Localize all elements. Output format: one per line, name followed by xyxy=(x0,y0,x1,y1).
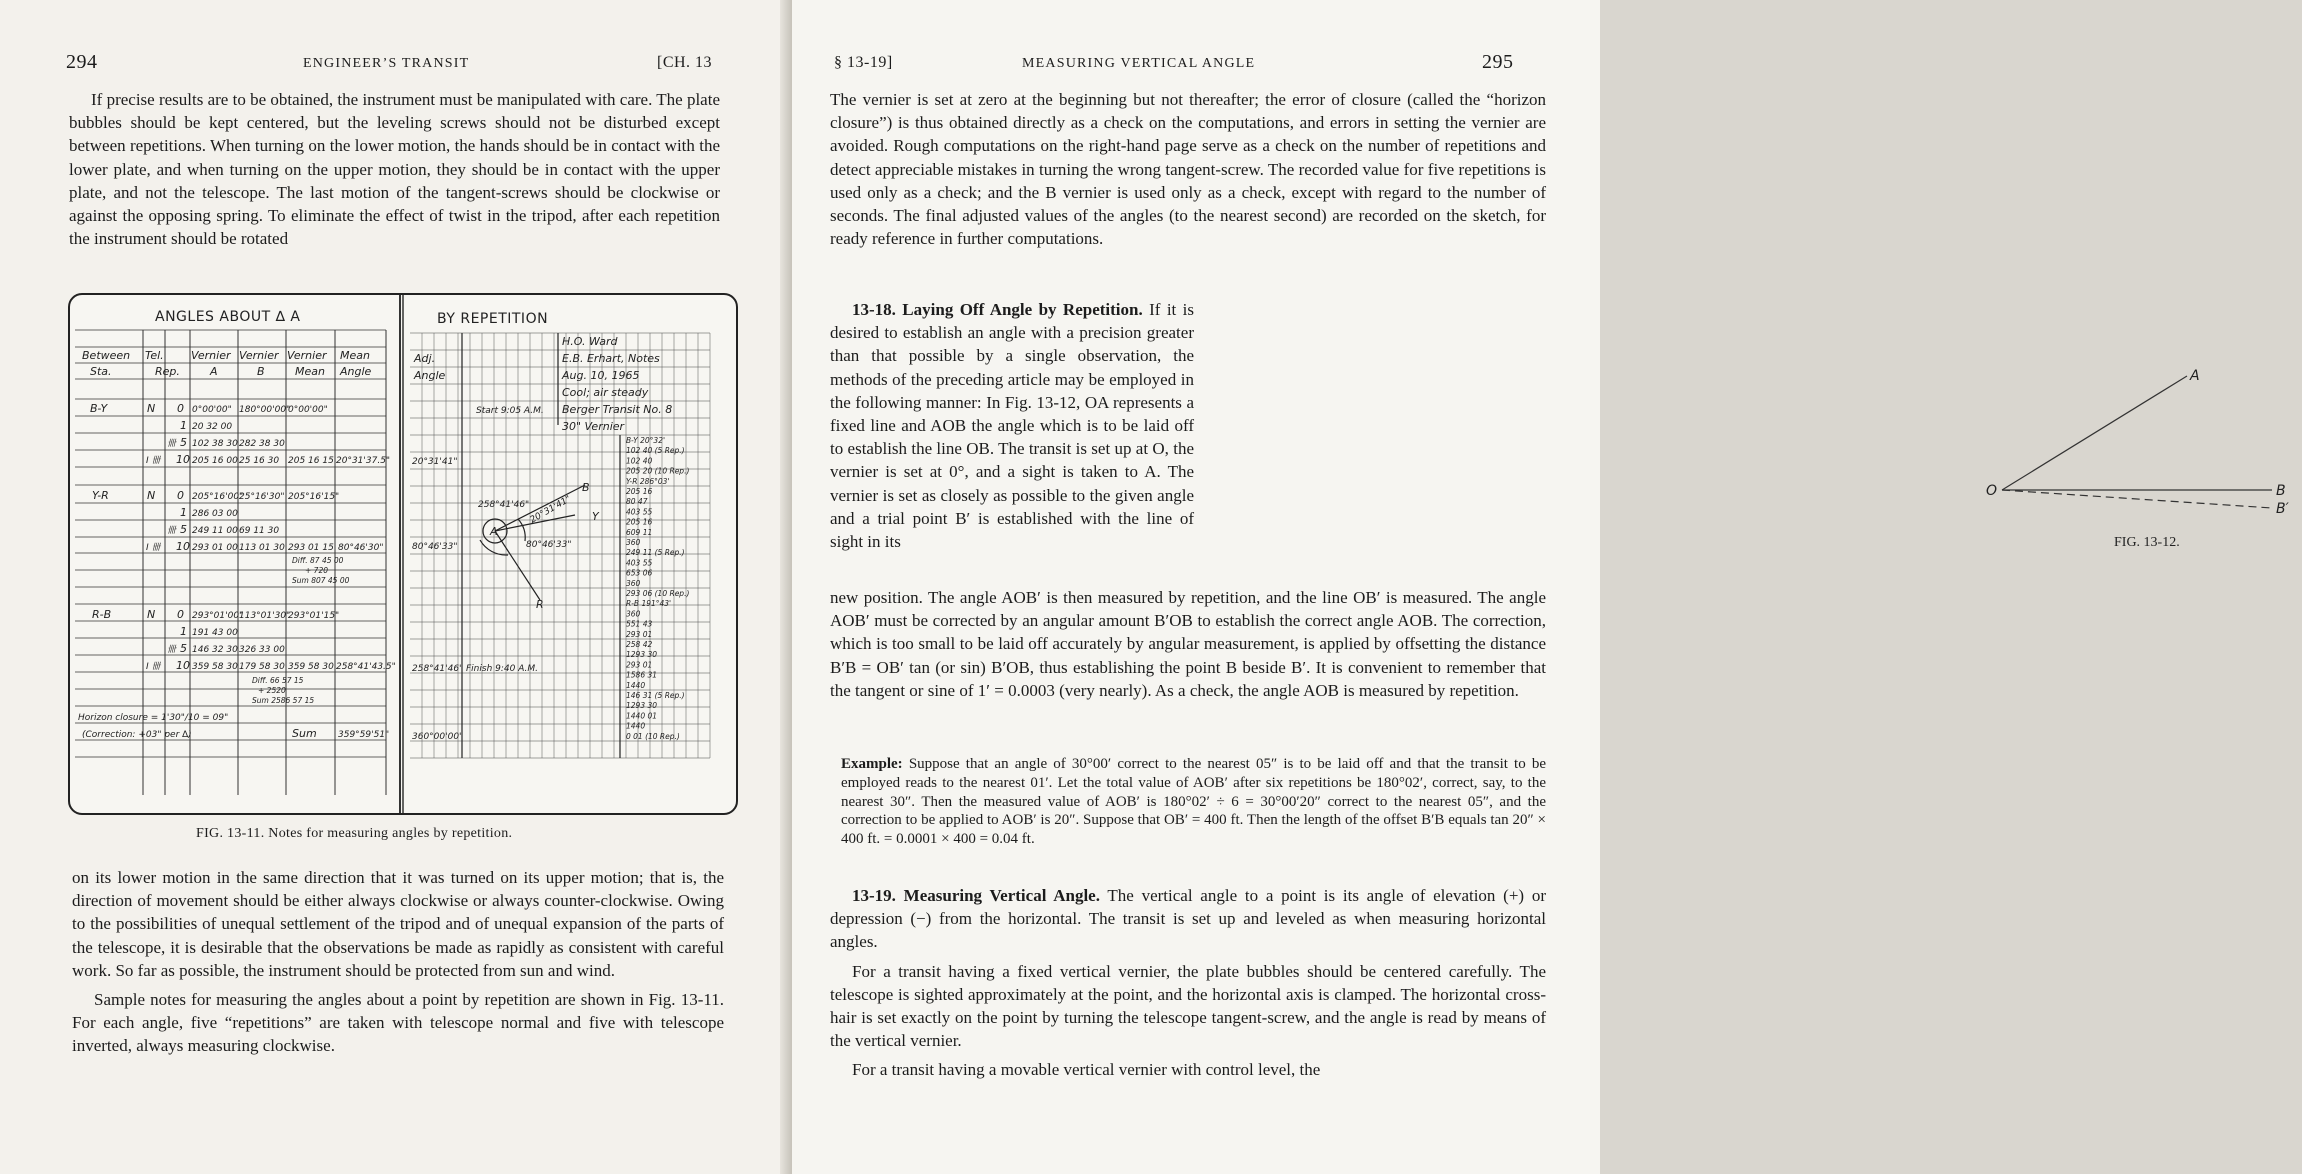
yr-rep5: 5 xyxy=(180,523,187,536)
notebook-svg xyxy=(70,295,736,813)
by-mean10: 205 16 15 xyxy=(288,456,334,466)
rough-computation-entry: 360 xyxy=(626,578,641,588)
rb-tel: N xyxy=(147,608,156,621)
by-b5: 282 38 30 xyxy=(239,439,285,449)
rough-computation-entry: 1440 xyxy=(626,680,646,690)
by-a5: 102 38 30 xyxy=(192,439,238,449)
note-vernier: 30" Vernier xyxy=(562,420,625,433)
col-sta: Sta. xyxy=(90,365,112,378)
adj-value-rb: 258°41'46" xyxy=(412,664,464,674)
note-instrument: Berger Transit No. 8 xyxy=(562,403,673,416)
adj-value-yr: 80°46'33" xyxy=(412,542,458,552)
field-notebook-figure xyxy=(68,293,738,815)
col-mean2: Mean xyxy=(295,365,325,378)
horizon-closure: Horizon closure = 1'30"/10 = 09" xyxy=(78,713,229,723)
heading-13-19: 13-19. Measuring Vertical Angle. xyxy=(852,886,1100,905)
rough-computation-entry: 403 55 xyxy=(626,558,653,568)
yr-b10: 113 01 30 xyxy=(239,543,285,553)
by-tel: N xyxy=(147,402,156,415)
col-vernier-b: Vernier xyxy=(239,349,279,362)
example-text: Suppose that an angle of 30°00′ correct to the nearest 05″ is to be laid off and that the transit to be employed reads to the nearest 01′. Let the total value of AOB′ after six repetitions be 180°02′, correct, say, to the nearest 30″. Then the measured value of AOB′ is 180°02′ ÷ 6 = 30°00′20″ correct to the nearest 05″, and the correction to be applied to AOB′ is 20″. Suppose that OB′ = 400 ft. Then the length of the offset B′B equals tan 20″ × 400 ft. = 0.0001 × 400 = 0.04 ft. xyxy=(841,756,1546,848)
col-rep: Rep. xyxy=(155,365,180,378)
yr-mean0: 205°16'15" xyxy=(288,492,340,502)
sketch-point-a: A xyxy=(490,525,498,538)
adj-label: Adj. xyxy=(414,352,436,365)
by-rep0: 0 xyxy=(177,402,184,415)
rb-sum: Sum 2586 57 15 xyxy=(252,696,315,705)
section-13-19 xyxy=(830,884,1546,1082)
yr-sum: Sum 807 45 00 xyxy=(292,576,350,585)
yr-rep1: 1 xyxy=(180,506,187,519)
rough-computations xyxy=(626,436,689,741)
yr-b5: 69 11 30 xyxy=(239,526,280,536)
col-mean: Mean xyxy=(340,349,370,362)
by-b10: 25 16 30 xyxy=(239,456,280,466)
rough-computation-entry: 102 40 xyxy=(626,456,653,466)
rough-computation-entry: 258 42 xyxy=(626,640,653,649)
rough-computation-entry: 249 11 (5 Rep.) xyxy=(626,548,685,558)
rough-computation-entry: 146 31 (5 Rep.) xyxy=(626,691,685,700)
paragraph-lower-motion: on its lower motion in the same direction that it was turned on its upper motion; that is, the direction of movement should be either always clockwise or always counter-clockwise. Owing to the possibilities of unequal settlement of the tripod and of unequal expansion of the parts of the telescope, it is desirable that the observations be made as rapidly as consistent with careful work. So far as possible, the instrument should be protected from sun and wind. xyxy=(72,868,724,980)
rb-b5: 326 33 00 xyxy=(239,645,285,655)
rough-computation-entry: 360 xyxy=(626,538,641,547)
section-13-18-continued xyxy=(830,586,1546,702)
fig-label-b-prime: B′ xyxy=(2276,501,2289,517)
rough-computation-entry: 360 xyxy=(626,609,641,619)
by-rep5: 5 xyxy=(180,436,187,449)
fig-label-b: B xyxy=(2276,483,2286,499)
yr-mean10: 293 01 15 xyxy=(288,543,334,553)
col-b: B xyxy=(257,365,265,378)
sketch-angle-by: 20°31'41" xyxy=(528,494,573,526)
heading-13-18: 13-18. Laying Off Angle by Repetition. xyxy=(852,300,1143,319)
yr-b0: 25°16'30" xyxy=(239,492,285,502)
rough-computation-entry: 205 16 xyxy=(626,517,653,527)
note-date: Aug. 10, 1965 xyxy=(562,369,640,382)
yr-diff: Diff. 87 45 00 xyxy=(292,556,344,565)
example-para xyxy=(841,755,1546,849)
sketch-angle-rb: 258°41'46" xyxy=(478,500,530,510)
col-angle: Angle xyxy=(340,365,372,378)
yr-tel5: 卌 xyxy=(167,526,177,536)
correction-note: (Correction: +03" per ∆) xyxy=(82,730,192,740)
rough-computation-entry: B-Y 20°32' xyxy=(626,436,666,445)
rough-computation-entry: 653 06 xyxy=(626,568,653,578)
by-b0: 180°00'00" xyxy=(239,405,291,415)
col-vernier-mean: Vernier xyxy=(287,349,327,362)
right-page xyxy=(792,0,2289,1174)
rough-computation-entry: 1586 31 xyxy=(626,670,658,680)
figure-13-12-svg xyxy=(1982,368,2302,558)
figure-13-11-caption: FIG. 13-11. Notes for measuring angles by repetition. xyxy=(196,826,513,841)
page-number: 295 xyxy=(1482,51,1514,73)
rb-a0: 293°01'00" xyxy=(192,611,244,621)
by-mean0: 0°00'00" xyxy=(288,405,328,415)
rough-computation-entry: R-B 191°43' xyxy=(626,599,672,609)
sketch-point-b: B xyxy=(582,481,590,494)
adj-value-total: 360°00'00" xyxy=(412,732,464,742)
rb-tel10: I 卌 xyxy=(146,662,161,672)
fig-label-o: O xyxy=(1986,483,1998,499)
note-observer: H.O. Ward xyxy=(562,335,618,348)
rb-rep1: 1 xyxy=(180,625,187,638)
rb-angle: 258°41'43.5" xyxy=(336,662,396,672)
rb-rep5: 5 xyxy=(180,642,187,655)
rb-a1: 191 43 00 xyxy=(192,628,238,638)
yr-a5: 249 11 00 xyxy=(192,526,238,536)
section-label: § 13-19] xyxy=(834,54,893,71)
rb-a5: 146 32 30 xyxy=(192,645,238,655)
col-vernier-a: Vernier xyxy=(191,349,231,362)
sum-label: Sum xyxy=(292,727,317,740)
running-title: ENGINEER’S TRANSIT xyxy=(303,56,470,71)
rb-tel5: 卌 xyxy=(167,645,177,655)
rough-computation-entry: 293 01 xyxy=(626,629,653,639)
rough-computation-entry: 293 06 (10 Rep.) xyxy=(626,589,690,598)
by-sta: B-Y xyxy=(90,402,108,415)
rb-plus: + 2520 xyxy=(258,686,286,695)
figure-13-12 xyxy=(1982,368,2302,558)
left-page xyxy=(0,0,792,1174)
by-repetition-header: BY REPETITION xyxy=(437,311,549,327)
angle-label: Angle xyxy=(414,369,446,382)
chapter-label: [CH. 13 xyxy=(657,54,713,71)
yr-tel10: I 卌 xyxy=(146,543,161,553)
section-13-18 xyxy=(830,298,1546,572)
rb-b0: 113°01'30" xyxy=(239,611,291,621)
paragraph-vernier-text: The vernier is set at zero at the beginning but not thereafter; the error of closure (called the “horizon closure”) is thus obtained directly as a check on the computations, and errors in setting the vernier are avoided. Rough computations on the right-hand page serve as a check on the number of repetitions and detect appreciable mistakes in turning the wrong tangent-screw. The recorded value for five repetitions is used only as a check; and the B vernier is used only as a check, except with regard to the number of seconds. The final adjusted values of the angles (to the nearest second) are recorded on the sketch, for ready reference in further computations. xyxy=(830,90,1546,249)
section-13-18-text: If it is desired to establish an angle with a precision greater than that possible by a single observation, the methods of the preceding article may be employed in the following manner: In Fig. 13-12, OA represents a fixed line and AOB the angle which is to be laid off to establish the line OB. The transit is set up at O, the vernier is set at 0°, and a sight is taken to A. The vernier is set as closely as possible to the given angle and a trial point B′ is established with the line of sight in its xyxy=(830,300,1194,552)
rough-computation-entry: 1293 30 xyxy=(626,650,658,660)
by-a1: 20 32 00 xyxy=(192,422,233,432)
paragraph-top xyxy=(69,88,720,250)
yr-angle: 80°46'30" xyxy=(338,543,384,553)
note-recorder: E.B. Erhart, Notes xyxy=(562,352,660,365)
rb-b10: 179 58 30 xyxy=(239,662,285,672)
rb-a10: 359 58 30 xyxy=(192,662,238,672)
by-rep10: 10 xyxy=(176,453,190,466)
by-tel10: I 卌 xyxy=(146,456,161,466)
rough-computation-entry: 1293 30 xyxy=(626,701,658,711)
rough-computation-entry: 0 01 (10 Rep.) xyxy=(626,731,680,741)
rough-computation-entry: 205 20 (10 Rep.) xyxy=(626,466,690,476)
section-13-18-para xyxy=(830,298,1546,553)
running-title: MEASURING VERTICAL ANGLE xyxy=(1022,56,1256,71)
rb-diff: Diff. 66 57 15 xyxy=(252,676,304,685)
col-a: A xyxy=(210,365,218,378)
section-13-18-continued-text: new position. The angle AOB′ is then measured by repetition, and the line OB′ is measured. The angle AOB′ must be corrected by an angular amount B′OB to establish the correct angle AOB. The correction, which is too small to be laid off accurately by angular measurement, is applied by offsetting the distance B′B = OB′ tan (or sin) B′OB, thus establishing the point B beside B′. It is convenient to remember that the tangent or sine of 1′ = 0.0003 (very nearly). As a check, the angle AOB is measured by repetition. xyxy=(830,588,1546,700)
rough-computation-entry: 551 43 xyxy=(626,619,653,629)
by-a10: 205 16 00 xyxy=(192,456,238,466)
paragraph-vernier xyxy=(830,88,1546,250)
by-rep1: 1 xyxy=(180,419,187,432)
start-time: Start 9:05 A.M. xyxy=(476,406,544,416)
yr-rep0: 0 xyxy=(177,489,184,502)
paragraph-movable-vernier: For a transit having a movable vertical vernier with control level, the xyxy=(852,1060,1321,1080)
rb-mean10: 359 58 30 xyxy=(288,662,334,672)
yr-a0: 205°16'00" xyxy=(192,492,244,502)
sketch-point-y: Y xyxy=(592,510,599,523)
fig-label-a: A xyxy=(2190,368,2200,384)
by-a0: 0°00'00" xyxy=(192,405,232,415)
paragraph-fixed-vernier: For a transit having a fixed vertical vernier, the plate bubbles should be centered carefully. The telescope is sighted approximately at the point, and the horizontal axis is clamped. The horizontal cross-hair is set exactly on the point by turning the telescope tangent-screw, and the angle is read by means of the vertical vernier. xyxy=(830,961,1546,1051)
sum-value: 359°59'51" xyxy=(338,730,390,740)
finish-time: Finish 9:40 A.M. xyxy=(466,664,539,674)
page-number: 294 xyxy=(66,51,98,73)
rough-computation-entry: Y-R 286°03' xyxy=(626,476,670,486)
sketch-angle-yr: 80°46'33" xyxy=(526,540,572,550)
paragraph-sample-notes: Sample notes for measuring the angles about a point by repetition are shown in Fig. 13-11. For each angle, five “repetitions” are taken with telescope normal and five with telescope inverted, always measuring clockwise. xyxy=(72,990,724,1056)
rough-computation-entry: 1440 01 xyxy=(626,711,658,721)
example-box xyxy=(841,755,1546,849)
rough-computation-entry: 293 01 xyxy=(626,660,653,670)
note-weather: Cool; air steady xyxy=(562,386,649,399)
paragraph-precise-results: If precise results are to be obtained, the instrument must be manipulated with care. The plate bubbles should be kept centered, but the leveling screws should not be disturbed except between repetitions. When turning on the lower motion, the hands should be in contact with the lower plate, and when turning on the upper motion, they should be in contact with the upper plate, and not the telescope. The last motion of the tangent-screws should be clockwise or against the opposing spring. To eliminate the effect of twist in the tripod, after each repetition the instrument should be rotated xyxy=(69,90,720,249)
adj-value-by: 20°31'41" xyxy=(412,457,458,467)
rb-sta: R-B xyxy=(92,608,112,621)
rb-rep0: 0 xyxy=(177,608,184,621)
angles-about-header: ANGLES ABOUT ∆ A xyxy=(155,309,301,325)
col-between: Between xyxy=(82,349,131,362)
rough-computation-entry: 80 47 xyxy=(626,497,648,507)
example-label: Example: xyxy=(841,756,903,772)
rough-computation-entry: 1440 xyxy=(626,721,646,731)
yr-rep10: 10 xyxy=(176,540,190,553)
sketch-point-r: R xyxy=(536,598,544,611)
rough-computation-entry: 609 11 xyxy=(626,527,653,537)
yr-sta: Y-R xyxy=(92,489,109,502)
figure-13-12-caption: FIG. 13-12. xyxy=(2114,535,2180,550)
rough-computation-entry: 403 55 xyxy=(626,507,653,517)
yr-a10: 293 01 00 xyxy=(192,543,238,553)
by-tel5: 卌 xyxy=(167,439,177,449)
yr-a1: 286 03 00 xyxy=(192,509,238,519)
rough-computation-entry: 102 40 (5 Rep.) xyxy=(626,446,685,456)
section-13-19-para xyxy=(830,884,1546,954)
rb-rep10: 10 xyxy=(176,659,190,672)
rough-computation-entry: 205 16 xyxy=(626,487,653,496)
rb-mean0: 293°01'15" xyxy=(288,611,340,621)
paragraph-bottom xyxy=(72,866,724,1058)
by-angle: 20°31'37.5" xyxy=(336,456,391,466)
section-13-19-text: The vertical angle to a point is its angle of elevation (+) or depression (−) from the horizontal. The transit is set up and leveled as when measuring horizontal angles. xyxy=(830,886,1546,952)
yr-tel: N xyxy=(147,489,156,502)
yr-plus: + 720 xyxy=(305,566,328,575)
col-tel: Tel. xyxy=(145,349,164,362)
figure-wrap-spacer xyxy=(1194,344,1546,572)
